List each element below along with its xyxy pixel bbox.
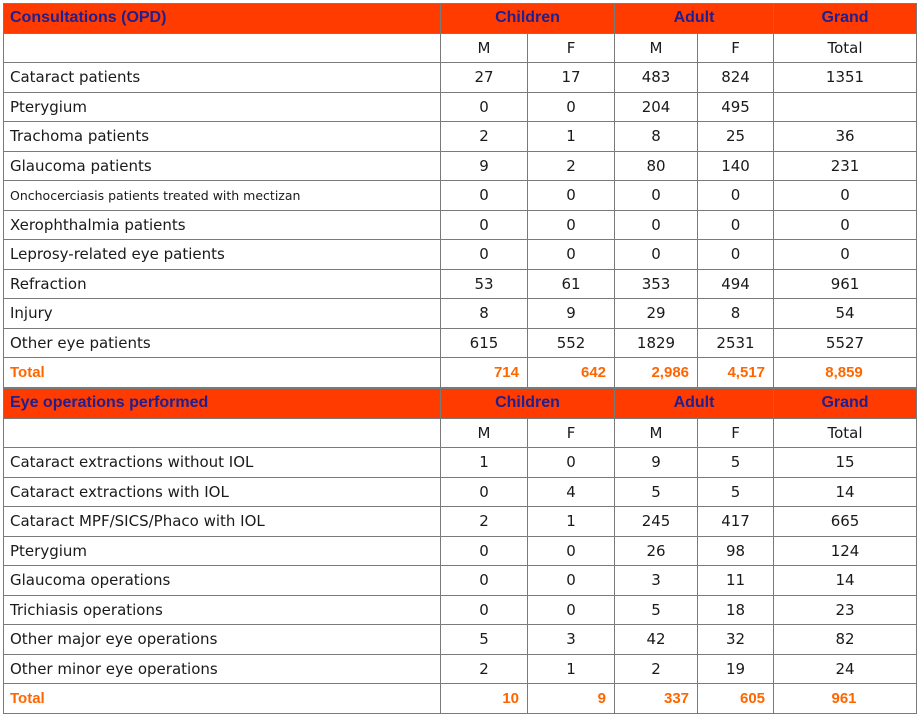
cell-grand-total: 23 bbox=[774, 595, 917, 625]
table-header-row bbox=[4, 4, 917, 34]
cell-children-m: 0 bbox=[441, 477, 528, 507]
cell-adult-m: 0 bbox=[615, 240, 698, 270]
cell-adult-m: 9 bbox=[615, 448, 698, 478]
row-label: Cataract extractions with IOL bbox=[4, 477, 441, 507]
cell-adult-f: 417 bbox=[698, 507, 774, 537]
header-children: Children bbox=[441, 4, 615, 34]
cell-grand-total: 124 bbox=[774, 536, 917, 566]
cell-adult-m: 0 bbox=[615, 181, 698, 211]
cell-adult-m: 204 bbox=[615, 92, 698, 122]
cell-children-f: 3 bbox=[528, 625, 615, 655]
cell-children-f: 0 bbox=[528, 92, 615, 122]
table-row bbox=[4, 536, 917, 566]
row-label: Trachoma patients bbox=[4, 122, 441, 152]
cell-children-f: 1 bbox=[528, 654, 615, 684]
cell-children-f: 61 bbox=[528, 269, 615, 299]
cell-children-f: 552 bbox=[528, 328, 615, 358]
section-title: Consultations (OPD) bbox=[4, 4, 441, 34]
subheader-grand-total: Total bbox=[774, 418, 917, 448]
cell-children-f: 1 bbox=[528, 507, 615, 537]
cell-grand-total: 36 bbox=[774, 122, 917, 152]
table-row bbox=[4, 448, 917, 478]
total-children-m: 10 bbox=[441, 684, 528, 714]
cell-children-m: 0 bbox=[441, 536, 528, 566]
subheader-adult-m: M bbox=[615, 33, 698, 63]
cell-grand-total: 24 bbox=[774, 654, 917, 684]
cell-adult-f: 495 bbox=[698, 92, 774, 122]
table-subheader-row bbox=[4, 418, 917, 448]
header-adult: Adult bbox=[615, 389, 774, 419]
table-row bbox=[4, 299, 917, 329]
cell-adult-m: 8 bbox=[615, 122, 698, 152]
cell-adult-f: 98 bbox=[698, 536, 774, 566]
table-row bbox=[4, 240, 917, 270]
table-row bbox=[4, 63, 917, 93]
subheader-grand-total: Total bbox=[774, 33, 917, 63]
cell-children-m: 0 bbox=[441, 92, 528, 122]
cell-children-m: 9 bbox=[441, 151, 528, 181]
cell-adult-f: 494 bbox=[698, 269, 774, 299]
cell-children-f: 1 bbox=[528, 122, 615, 152]
cell-children-m: 8 bbox=[441, 299, 528, 329]
cell-grand-total: 82 bbox=[774, 625, 917, 655]
subheader-adult-f: F bbox=[698, 418, 774, 448]
cell-children-f: 0 bbox=[528, 240, 615, 270]
table-row bbox=[4, 92, 917, 122]
table-row bbox=[4, 566, 917, 596]
subheader-children-m: M bbox=[441, 33, 528, 63]
row-label: Cataract extractions without IOL bbox=[4, 448, 441, 478]
cell-children-m: 27 bbox=[441, 63, 528, 93]
cell-children-f: 0 bbox=[528, 181, 615, 211]
table-row bbox=[4, 269, 917, 299]
cell-children-f: 0 bbox=[528, 595, 615, 625]
subheader-adult-m: M bbox=[615, 418, 698, 448]
table-row bbox=[4, 477, 917, 507]
table-row bbox=[4, 625, 917, 655]
total-adult-m: 337 bbox=[615, 684, 698, 714]
total-adult-m: 2,986 bbox=[615, 358, 698, 388]
cell-adult-m: 3 bbox=[615, 566, 698, 596]
cell-grand-total: 0 bbox=[774, 240, 917, 270]
cell-children-m: 5 bbox=[441, 625, 528, 655]
table-header-row bbox=[4, 389, 917, 419]
row-label: Xerophthalmia patients bbox=[4, 210, 441, 240]
total-adult-f: 605 bbox=[698, 684, 774, 714]
table-subheader-row bbox=[4, 33, 917, 63]
row-label: Glaucoma operations bbox=[4, 566, 441, 596]
cell-adult-f: 5 bbox=[698, 448, 774, 478]
cell-adult-f: 140 bbox=[698, 151, 774, 181]
cell-children-m: 2 bbox=[441, 654, 528, 684]
row-label: Pterygium bbox=[4, 92, 441, 122]
cell-adult-m: 42 bbox=[615, 625, 698, 655]
total-grand: 961 bbox=[774, 684, 917, 714]
cell-children-m: 615 bbox=[441, 328, 528, 358]
cell-adult-m: 5 bbox=[615, 595, 698, 625]
section-title: Eye operations performed bbox=[4, 389, 441, 419]
row-label: Cataract patients bbox=[4, 63, 441, 93]
consultations-table bbox=[3, 3, 917, 388]
cell-grand-total: 14 bbox=[774, 566, 917, 596]
total-label: Total bbox=[4, 684, 441, 714]
cell-children-m: 2 bbox=[441, 122, 528, 152]
cell-adult-f: 32 bbox=[698, 625, 774, 655]
cell-adult-f: 19 bbox=[698, 654, 774, 684]
cell-adult-f: 5 bbox=[698, 477, 774, 507]
subheader-blank bbox=[4, 33, 441, 63]
cell-children-m: 0 bbox=[441, 566, 528, 596]
table-row bbox=[4, 507, 917, 537]
cell-adult-m: 1829 bbox=[615, 328, 698, 358]
cell-grand-total: 14 bbox=[774, 477, 917, 507]
cell-adult-f: 824 bbox=[698, 63, 774, 93]
total-row bbox=[4, 358, 917, 388]
table-row bbox=[4, 328, 917, 358]
total-label: Total bbox=[4, 358, 441, 388]
subheader-children-f: F bbox=[528, 33, 615, 63]
cell-adult-f: 0 bbox=[698, 181, 774, 211]
table-row bbox=[4, 151, 917, 181]
row-label: Other eye patients bbox=[4, 328, 441, 358]
row-label: Glaucoma patients bbox=[4, 151, 441, 181]
total-children-m: 714 bbox=[441, 358, 528, 388]
table-row bbox=[4, 654, 917, 684]
cell-grand-total: 15 bbox=[774, 448, 917, 478]
cell-grand-total: 231 bbox=[774, 151, 917, 181]
cell-grand-total: 665 bbox=[774, 507, 917, 537]
cell-children-m: 2 bbox=[441, 507, 528, 537]
row-label: Trichiasis operations bbox=[4, 595, 441, 625]
subheader-adult-f: F bbox=[698, 33, 774, 63]
cell-adult-f: 0 bbox=[698, 240, 774, 270]
cell-grand-total: 5527 bbox=[774, 328, 917, 358]
row-label: Leprosy-related eye patients bbox=[4, 240, 441, 270]
total-children-f: 642 bbox=[528, 358, 615, 388]
row-label: Refraction bbox=[4, 269, 441, 299]
cell-children-m: 53 bbox=[441, 269, 528, 299]
cell-adult-m: 0 bbox=[615, 210, 698, 240]
cell-grand-total: 1351 bbox=[774, 63, 917, 93]
cell-children-f: 17 bbox=[528, 63, 615, 93]
header-grand: Grand bbox=[774, 389, 917, 419]
row-label: Other major eye operations bbox=[4, 625, 441, 655]
row-label: Injury bbox=[4, 299, 441, 329]
cell-adult-f: 0 bbox=[698, 210, 774, 240]
table-row bbox=[4, 181, 917, 211]
cell-children-m: 0 bbox=[441, 181, 528, 211]
cell-children-f: 2 bbox=[528, 151, 615, 181]
row-label: Cataract MPF/SICS/Phaco with IOL bbox=[4, 507, 441, 537]
cell-adult-f: 8 bbox=[698, 299, 774, 329]
total-adult-f: 4,517 bbox=[698, 358, 774, 388]
cell-grand-total: 0 bbox=[774, 181, 917, 211]
cell-adult-m: 80 bbox=[615, 151, 698, 181]
cell-children-f: 0 bbox=[528, 566, 615, 596]
total-grand: 8,859 bbox=[774, 358, 917, 388]
cell-grand-total: 0 bbox=[774, 210, 917, 240]
cell-children-m: 0 bbox=[441, 240, 528, 270]
cell-adult-m: 245 bbox=[615, 507, 698, 537]
cell-adult-m: 353 bbox=[615, 269, 698, 299]
cell-adult-f: 2531 bbox=[698, 328, 774, 358]
total-children-f: 9 bbox=[528, 684, 615, 714]
cell-adult-m: 5 bbox=[615, 477, 698, 507]
subheader-children-f: F bbox=[528, 418, 615, 448]
cell-adult-m: 26 bbox=[615, 536, 698, 566]
cell-children-m: 0 bbox=[441, 210, 528, 240]
cell-children-m: 0 bbox=[441, 595, 528, 625]
cell-grand-total: 54 bbox=[774, 299, 917, 329]
cell-adult-f: 11 bbox=[698, 566, 774, 596]
cell-children-f: 0 bbox=[528, 210, 615, 240]
row-label: Other minor eye operations bbox=[4, 654, 441, 684]
cell-grand-total bbox=[774, 92, 917, 122]
header-grand: Grand bbox=[774, 4, 917, 34]
cell-adult-f: 18 bbox=[698, 595, 774, 625]
operations-table bbox=[3, 388, 917, 714]
cell-children-f: 9 bbox=[528, 299, 615, 329]
cell-adult-m: 2 bbox=[615, 654, 698, 684]
cell-adult-f: 25 bbox=[698, 122, 774, 152]
cell-children-f: 0 bbox=[528, 448, 615, 478]
row-label: Onchocerciasis patients treated with mectizan bbox=[4, 181, 441, 211]
cell-children-m: 1 bbox=[441, 448, 528, 478]
cell-children-f: 0 bbox=[528, 536, 615, 566]
cell-adult-m: 483 bbox=[615, 63, 698, 93]
header-children: Children bbox=[441, 389, 615, 419]
table-row bbox=[4, 595, 917, 625]
total-row bbox=[4, 684, 917, 714]
cell-children-f: 4 bbox=[528, 477, 615, 507]
table-row bbox=[4, 122, 917, 152]
subheader-children-m: M bbox=[441, 418, 528, 448]
cell-adult-m: 29 bbox=[615, 299, 698, 329]
table-row bbox=[4, 210, 917, 240]
row-label: Pterygium bbox=[4, 536, 441, 566]
subheader-blank bbox=[4, 418, 441, 448]
header-adult: Adult bbox=[615, 4, 774, 34]
cell-grand-total: 961 bbox=[774, 269, 917, 299]
